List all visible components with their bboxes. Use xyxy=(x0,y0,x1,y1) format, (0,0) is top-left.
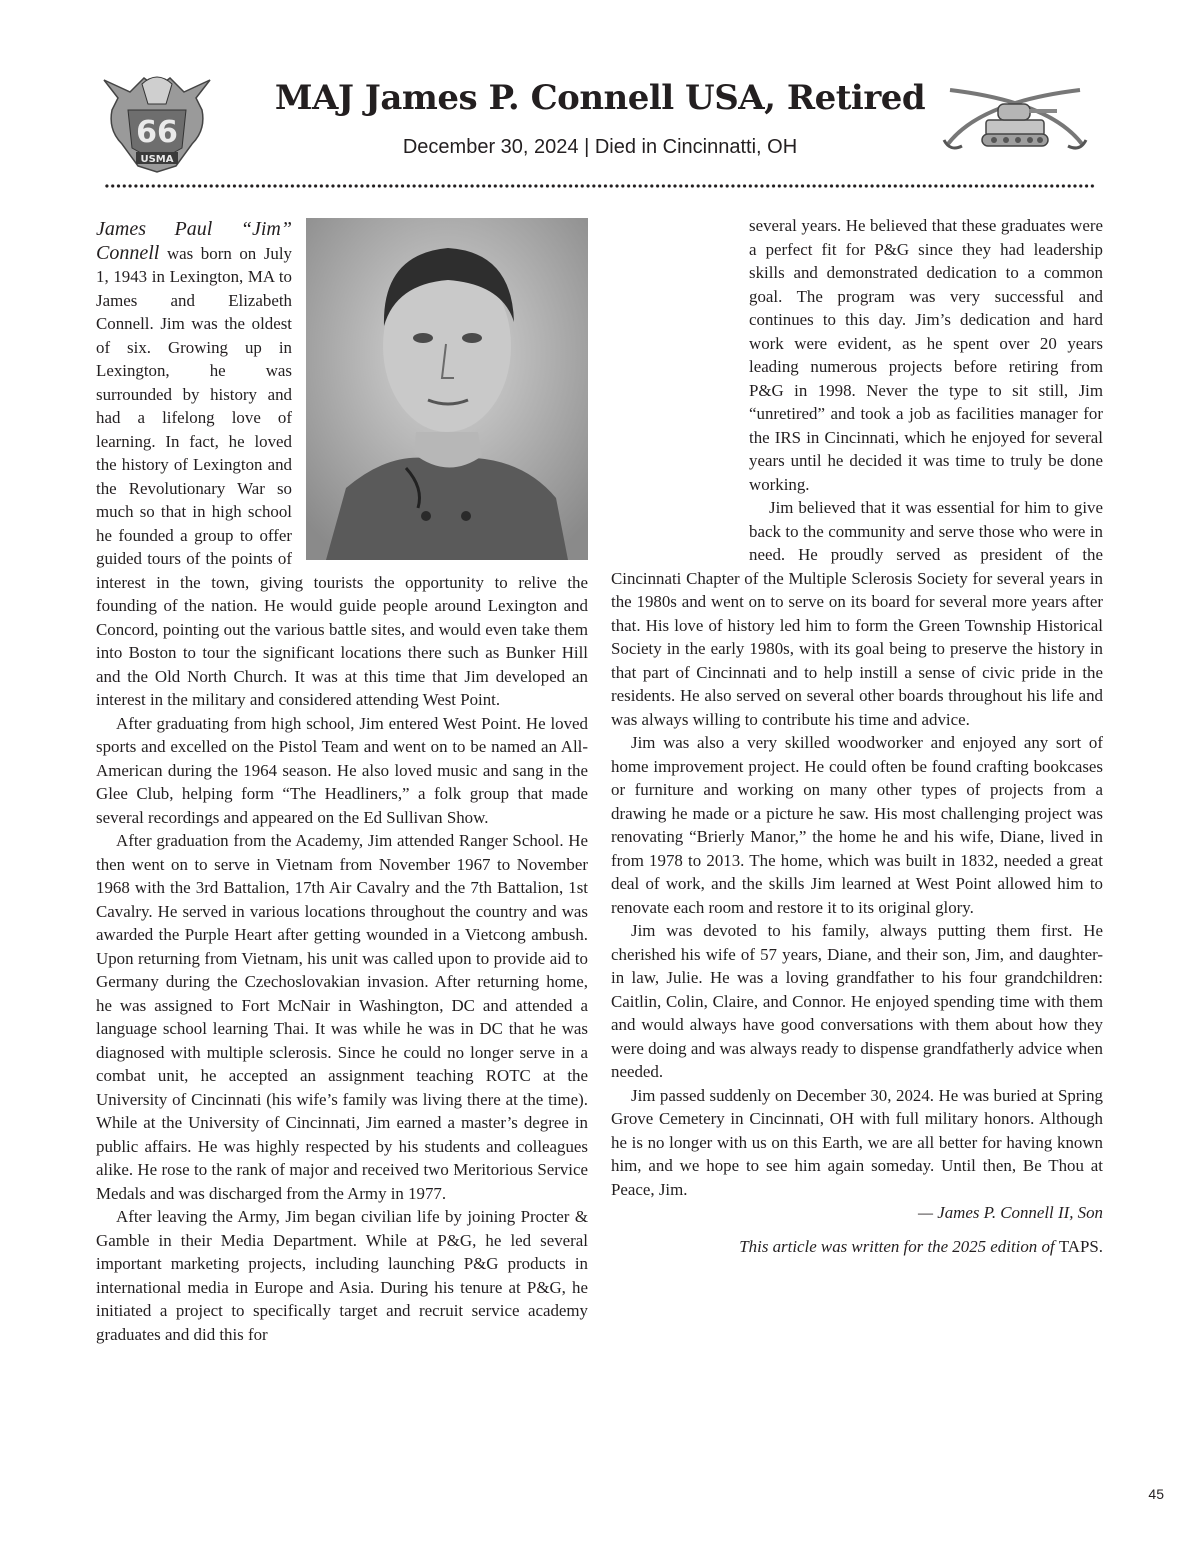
publication-note xyxy=(611,1235,1103,1259)
note-text: This article was written for the 2025 edition of xyxy=(739,1236,1059,1256)
page-number: 45 xyxy=(1148,1486,1164,1502)
paragraph: Jim passed suddenly on December 30, 2024. He was buried at Spring Grove Cemetery in Cincinnati, OH with full military honors. Although he is no longer with us on this Earth, we are all better for having known him, and we hope to see him again someday. Until then, Be Thou at Peace, Jim. xyxy=(611,1085,1103,1199)
paragraph-text: was born on July 1, 1943 in Lexington, MA to James and Elizabeth Connell. Jim was the oldest of six. Growing up in Lexington, he was surrounded by history and had a lifelong love of learning. In fact, he loved the history of Lexington and the Revolutionary War so much so that in high school he founded a group to offer guided tours of the points of interest in the town, giving tourists the opportunity to relive the founding of the nation. He would guide people around Lexington and Concord, pointing out the various battle sites, and would even take them into Boston to tour the significant locations there such as Bunker Hill and the Old North Church. It was at this time that Jim developed an interest in the military and considered attending West Point. xyxy=(96,243,588,709)
paragraph: Jim believed that it was essential for him to give back to the community and serve those who were in need. He proudly served as president of the Cincinnati Chapter of the Multiple Sclerosis Society for several years in the 1980s and went on to serve on its board for several more years after that. His love of history led him to form the Green Township Historical Society in the early 1980s, with its goal being to preserve the history in that part of Cincinnati and to help instill a sense of civic pride in the residents. He also served on several other boards throughout his life and was always willing to contribute his time and advice. xyxy=(611,498,1103,729)
paragraph: several years. He believed that these graduates were a perfect fit for P&G since they had leadership skills and demonstrated dedication to a common goal. The program was very successful and continues to this day. Jim’s dedication and hard work were evident, as he spent over 20 years leading numerous projects before retiring from P&G in 1998. Never the type to sit still, Jim “unretired” and took a job as facilities manager for the IRS in Cincinnati, which he enjoyed for several years until he decided it was time to truly be done working. xyxy=(749,216,1103,494)
article-column-left xyxy=(96,218,588,1346)
paragraph: After graduating from high school, Jim entered West Point. He loved sports and excelled on the Pistol Team and went on to be named an All-American during the 1964 season. He also loved music and sang in the Glee Club, helping form “The Headliners,” a folk group that made several recordings and appeared on the Ed Sullivan Show. xyxy=(96,713,588,827)
page-subtitle: December 30, 2024 | Died in Cincinnatti, OH xyxy=(402,136,798,158)
page-title: MAJ James P. Connell USA, Retired xyxy=(274,78,926,118)
crest-number: 66 xyxy=(136,115,178,150)
paragraph: Jim was also a very skilled woodworker and enjoyed any sort of home improvement project. He could often be found crafting bookcases or furniture and working on many other types of projects from a drawing he made or a picture he saw. His most challenging project was renovating “Brierly Manor,” the home he and his wife, Diane, lived in from 1978 to 2013. The home, which was built in 1832, needed a great deal of work, and the skills Jim learned at West Point allowed him to renovate each room and restore it to its original glory. xyxy=(611,733,1103,917)
photo-wrap-spacer xyxy=(611,214,749,556)
publication-name: TAPS. xyxy=(1058,1236,1103,1256)
article-column-right xyxy=(611,214,1103,1258)
paragraph: After graduation from the Academy, Jim attended Ranger School. He then went on to serve in Vietnam from November 1967 to November 1968 with the 3rd Battalion, 17th Air Cavalry and the 7th Battalion, 1st Cavalry. He served in various locations throughout the country and was awarded the Purple Heart after getting wounded in a Vietcong ambush. Upon returning from Vietnam, his unit was called upon to provide aid to Germany during the Czechoslovakian invasion. After returning home, he was assigned to Fort McNair in Washington, DC and attended a language school learning Thai. It was while he was in DC that he was diagnosed with multiple sclerosis. Since he could no longer serve in a combat unit, he accepted an assignment teaching ROTC at the University of Cincinnati (his wife’s family was living there at the time). While at the University of Cincinnati, Jim earned a master’s degree in public affairs. He was highly respected by his students and colleagues alike. He rose to the rank of major and received two Meritorious Service Medals and was discharged from the Army in 1977. xyxy=(96,831,588,1203)
signature: — James P. Connell II, Son xyxy=(918,1203,1103,1222)
crest-usma: USMA xyxy=(140,154,174,165)
lead-name: James Paul “Jim” Connell xyxy=(96,218,292,264)
paragraph: Jim was devoted to his family, always putting them first. He cherished his wife of 57 years, Diane, and their son, Jim, and daughter-in law, Julie. He was a loving grandfather to his four grandchildren: Caitlin, Colin, Claire, and Connor. He enjoyed spending time with them and would always have good conversations with them about how they were doing and was always ready to dispense grandfatherly advice when needed. xyxy=(611,921,1103,1081)
dotted-divider xyxy=(104,182,1096,190)
portrait-photo-icon xyxy=(306,218,588,560)
paragraph: After leaving the Army, Jim began civilian life by joining Procter & Gamble in their Media Department. While at P&G, he led several important marketing projects, including launching P&G products in international media in Europe and Asia. During his tenure at P&G, he initiated a project to specifically target and recruit service academy graduates and did this for xyxy=(96,1207,588,1344)
